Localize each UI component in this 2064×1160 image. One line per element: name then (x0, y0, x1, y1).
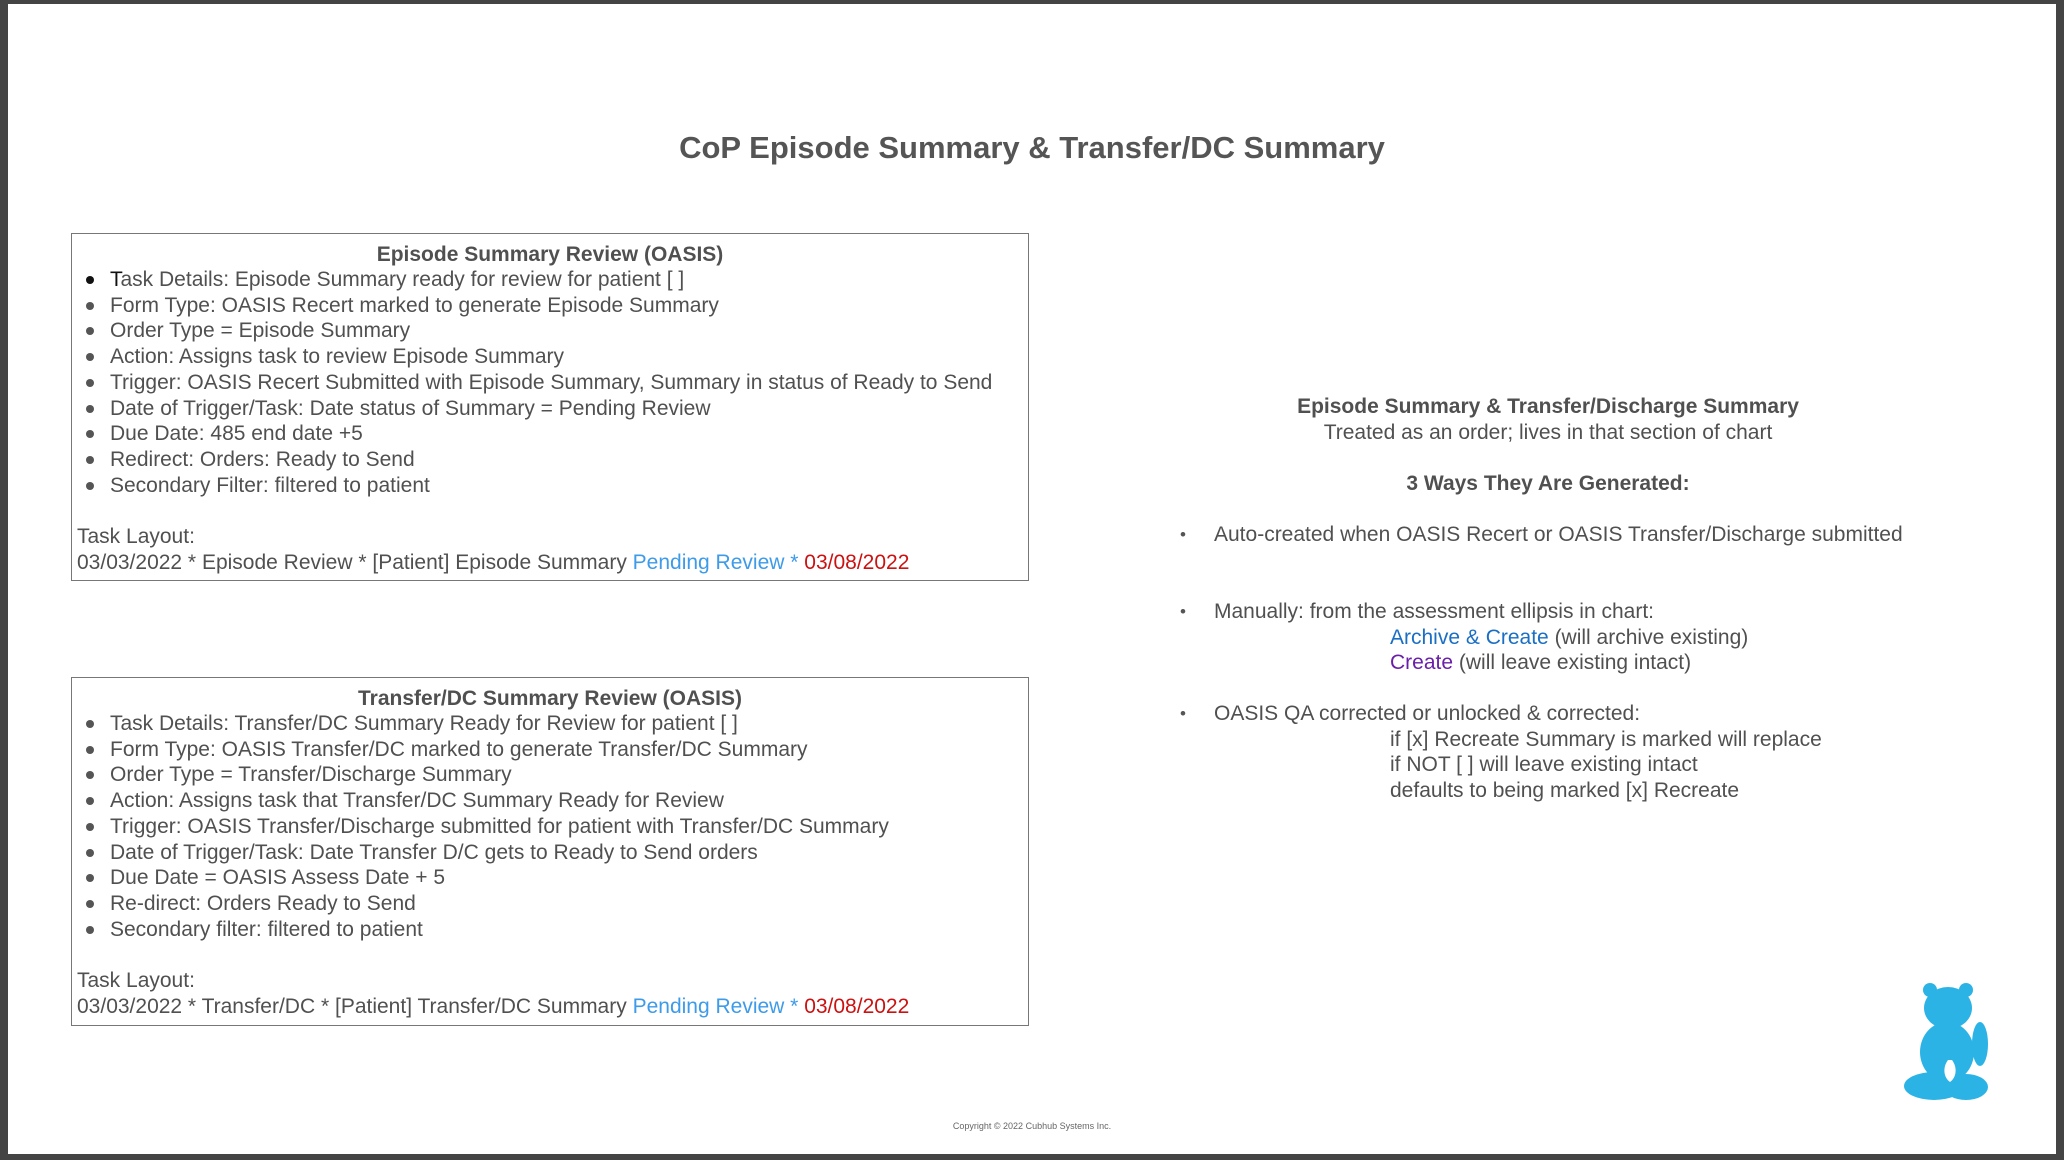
list-item: Due Date = OASIS Assess Date + 5 (110, 865, 1028, 891)
slide (8, 4, 2056, 1154)
way-qa-corrected: • OASIS QA corrected or unlocked & corrected: (1158, 701, 1938, 727)
list-item: Form Type: OASIS Recert marked to generate Episode Summary (110, 293, 1028, 319)
list-item: Date of Trigger/Task: Date Transfer D/C gets to Ready to Send orders (110, 840, 1028, 866)
list-item: Action: Assigns task to review Episode Summary (110, 344, 1028, 370)
list-item-text: ask Details: Episode Summary ready for review for patient [ ] (120, 268, 685, 291)
task-layout-label: Task Layout: (77, 525, 195, 549)
list-item: Secondary Filter: filtered to patient (110, 473, 1028, 499)
list-item: Redirect: Orders: Ready to Send (110, 447, 1028, 473)
archive-create-note: (will archive existing) (1548, 625, 1749, 649)
task-layout (72, 968, 1028, 1019)
cursor-letter: T (110, 268, 121, 291)
way-auto-created: • Auto-created when OASIS Recert or OASIS Transfer/Discharge submitted (1158, 522, 1938, 548)
summary-subheading: Treated as an order; lives in that section of chart (1323, 420, 1773, 444)
episode-summary-list (72, 267, 1028, 498)
list-item: Order Type = Transfer/Discharge Summary (110, 762, 1028, 788)
pending-review-status: Pending Review * (632, 551, 805, 575)
list-item: Trigger: OASIS Transfer/Discharge submitted for patient with Transfer/DC Summary (110, 814, 1028, 840)
task-layout-label: Task Layout: (77, 969, 195, 993)
ways-title: 3 Ways They Are Generated: (1406, 472, 1690, 496)
episode-summary-box-title: Episode Summary Review (OASIS) (376, 243, 724, 266)
pending-review-status: Pending Review * (632, 995, 805, 1019)
list-item: Secondary filter: filtered to patient (110, 917, 1028, 943)
way-manual-archive (1158, 625, 1938, 651)
task-layout-line (77, 550, 1028, 576)
list-item: Date of Trigger/Task: Date status of Summary = Pending Review (110, 396, 1028, 422)
list-item: Due Date: 485 end date +5 (110, 421, 1028, 447)
list-item: Action: Assigns task that Transfer/DC Summary Ready for Review (110, 788, 1028, 814)
bear-cub-logo-icon (1904, 982, 1994, 1100)
create-link[interactable]: Create (1390, 651, 1454, 675)
qa-line: if [x] Recreate Summary is marked will replace (1390, 727, 1822, 751)
transfer-summary-box (71, 677, 1029, 1026)
generation-info (1158, 394, 1938, 804)
list-item: Order Type = Episode Summary (110, 318, 1028, 344)
task-layout-main: 03/03/2022 * Episode Review * [Patient] Episode Summary (77, 551, 633, 575)
list-item: Task Details: Transfer/DC Summary Ready for Review for patient [ ] (110, 711, 1028, 737)
create-note: (will leave existing intact) (1453, 651, 1692, 675)
way-manual-create (1158, 650, 1938, 676)
transfer-summary-list (72, 711, 1028, 942)
task-layout (72, 524, 1028, 575)
list-item: Trigger: OASIS Recert Submitted with Episode Summary, Summary in status of Ready to Send (110, 370, 1028, 396)
due-date: 03/08/2022 (804, 995, 910, 1019)
way-manual: • Manually: from the assessment ellipsis in chart: (1158, 599, 1938, 625)
task-layout-line (77, 994, 1028, 1020)
due-date: 03/08/2022 (804, 551, 910, 575)
archive-create-link[interactable]: Archive & Create (1390, 625, 1549, 649)
list-item: Form Type: OASIS Transfer/DC marked to generate Transfer/DC Summary (110, 737, 1028, 763)
list-item (110, 267, 1028, 293)
copyright: Copyright © 2022 Cubhub Systems Inc. (952, 1121, 1112, 1131)
qa-line: defaults to being marked [x] Recreate (1390, 779, 1740, 803)
list-item: Re-direct: Orders Ready to Send (110, 891, 1028, 917)
episode-summary-box (71, 233, 1029, 581)
transfer-summary-box-title: Transfer/DC Summary Review (OASIS) (358, 687, 742, 710)
task-layout-main: 03/03/2022 * Transfer/DC * [Patient] Transfer/DC Summary (77, 995, 633, 1019)
page-title: CoP Episode Summary & Transfer/DC Summary (679, 130, 1385, 165)
qa-line: if NOT [ ] will leave existing intact (1390, 753, 1698, 777)
summary-heading: Episode Summary & Transfer/Discharge Summary (1297, 395, 1799, 418)
